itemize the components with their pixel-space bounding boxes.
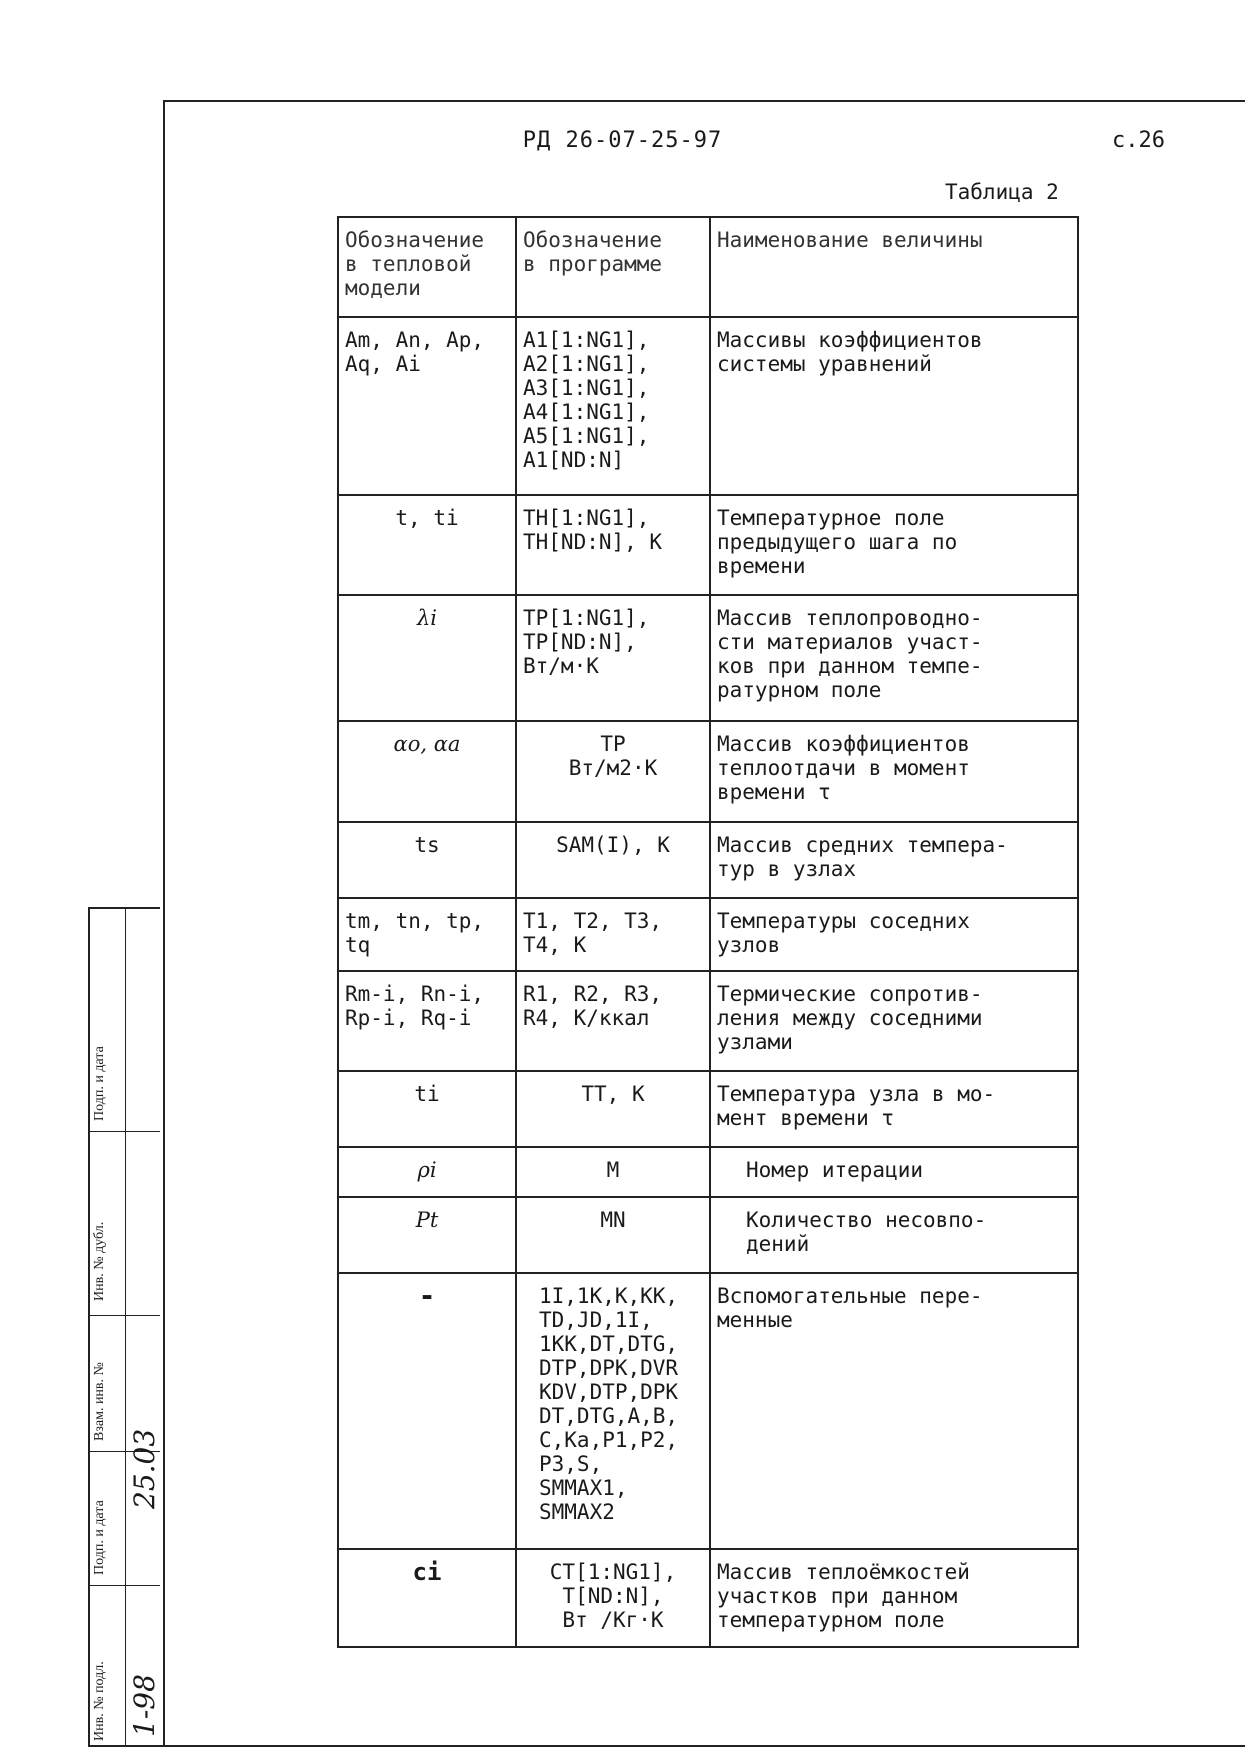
cell-program: CT[1:NG1], T[ND:N], Вт /Кг·K <box>516 1549 710 1647</box>
frame-bottom-line <box>88 1745 1245 1747</box>
cell-model: ci <box>338 1549 516 1647</box>
cell-model: Rm-i, Rn-i, Rp-i, Rq-i <box>338 971 516 1071</box>
cell-program: TT, K <box>516 1071 710 1147</box>
stamp-label-sign-date: Подп. и дата <box>92 1500 107 1575</box>
stamp-label-inv-orig: Инв. № подл. <box>92 1661 107 1741</box>
stamp-divider <box>125 909 126 1747</box>
table-row <box>338 1549 1078 1647</box>
stamp-inv-value: 1-98 <box>128 1674 161 1737</box>
cell-name: Массивы коэффициентов системы уравнений <box>710 317 1078 495</box>
cell-name: Массив средних темпера- тур в узлах <box>710 822 1078 898</box>
table-row <box>338 971 1078 1071</box>
table-row <box>338 1273 1078 1549</box>
cell-program: TP[1:NG1], TP[ND:N], Вт/м·K <box>516 595 710 721</box>
cell-name: Количество несовпо- дений <box>710 1197 1078 1273</box>
table-header-row <box>338 217 1078 317</box>
cell-model: Am, An, Ap, Aq, Ai <box>338 317 516 495</box>
cell-name: Температурное поле предыдущего шага по времени <box>710 495 1078 595</box>
table-row <box>338 317 1078 495</box>
cell-model: ts <box>338 822 516 898</box>
variables-table <box>337 216 1079 1648</box>
cell-name: Температуры соседних узлов <box>710 898 1078 971</box>
cell-program: SAM(I), K <box>516 822 710 898</box>
table-row <box>338 898 1078 971</box>
cell-model: Pt <box>338 1197 516 1273</box>
table-caption: Таблица 2 <box>945 180 1059 204</box>
cell-model: tm, tn, tp, tq <box>338 898 516 971</box>
frame-left-line <box>163 100 165 1745</box>
cell-program: M <box>516 1147 710 1197</box>
side-stamp <box>88 907 160 1747</box>
stamp-label-dup-inv: Инв. № дубл. <box>92 1221 107 1301</box>
cell-model: αo, αa <box>338 721 516 822</box>
page-number: с.26 <box>1112 128 1165 153</box>
cell-name: Температура узла в мо- мент времени τ <box>710 1071 1078 1147</box>
stamp-label-replace-inv: Взам. инв. № <box>92 1362 107 1441</box>
table-row <box>338 1197 1078 1273</box>
stamp-label-sign-date-top: Подп. и дата <box>92 1046 107 1121</box>
cell-program: MN <box>516 1197 710 1273</box>
table-row <box>338 595 1078 721</box>
cell-name: Термические сопротив- ления между соседними узлами <box>710 971 1078 1071</box>
stamp-divider <box>90 1585 160 1586</box>
cell-model: t, ti <box>338 495 516 595</box>
table-row <box>338 1147 1078 1197</box>
cell-program: A1[1:NG1], A2[1:NG1], A3[1:NG1], A4[1:NG1], A5[1:NG1], A1[ND:N] <box>516 317 710 495</box>
cell-program: 1I,1K,K,KK, TD,JD,1I, 1KK,DT,DTG, DTP,DPK,DVR KDV,DTP,DPK DT,DTG,A,B, C,Ka,P1,P2, P3,S, SMMAX1, SMMAX2 <box>516 1273 710 1549</box>
cell-model: ρi <box>338 1147 516 1197</box>
cell-name: Номер итерации <box>710 1147 1078 1197</box>
stamp-divider <box>90 1315 160 1316</box>
header-name: Наименование величины <box>710 217 1078 317</box>
header-model: Обозначение в тепловой модели <box>338 217 516 317</box>
table-row <box>338 721 1078 822</box>
table-row <box>338 495 1078 595</box>
cell-name: Массив теплоёмкостей участков при данном температурном поле <box>710 1549 1078 1647</box>
header-program: Обозначение в программе <box>516 217 710 317</box>
cell-model: - <box>338 1273 516 1549</box>
cell-name: Массив теплопроводно- сти материалов участ- ков при данном темпе- ратурном поле <box>710 595 1078 721</box>
document-code: РД 26-07-25-97 <box>522 128 723 153</box>
cell-program: R1, R2, R3, R4, K/ккал <box>516 971 710 1071</box>
cell-program: TH[1:NG1], TH[ND:N], K <box>516 495 710 595</box>
cell-name: Массив коэффициентов теплоотдачи в момент времени τ <box>710 721 1078 822</box>
table-row <box>338 1071 1078 1147</box>
cell-program: T1, T2, T3, T4, K <box>516 898 710 971</box>
stamp-signature: 25.03 <box>128 1428 161 1509</box>
cell-program: TP Вт/м2·K <box>516 721 710 822</box>
cell-model: λi <box>338 595 516 721</box>
cell-name: Вспомогательные пере- менные <box>710 1273 1078 1549</box>
stamp-divider <box>90 1131 160 1132</box>
cell-model: ti <box>338 1071 516 1147</box>
frame-top-line <box>163 100 1245 102</box>
table-row <box>338 822 1078 898</box>
